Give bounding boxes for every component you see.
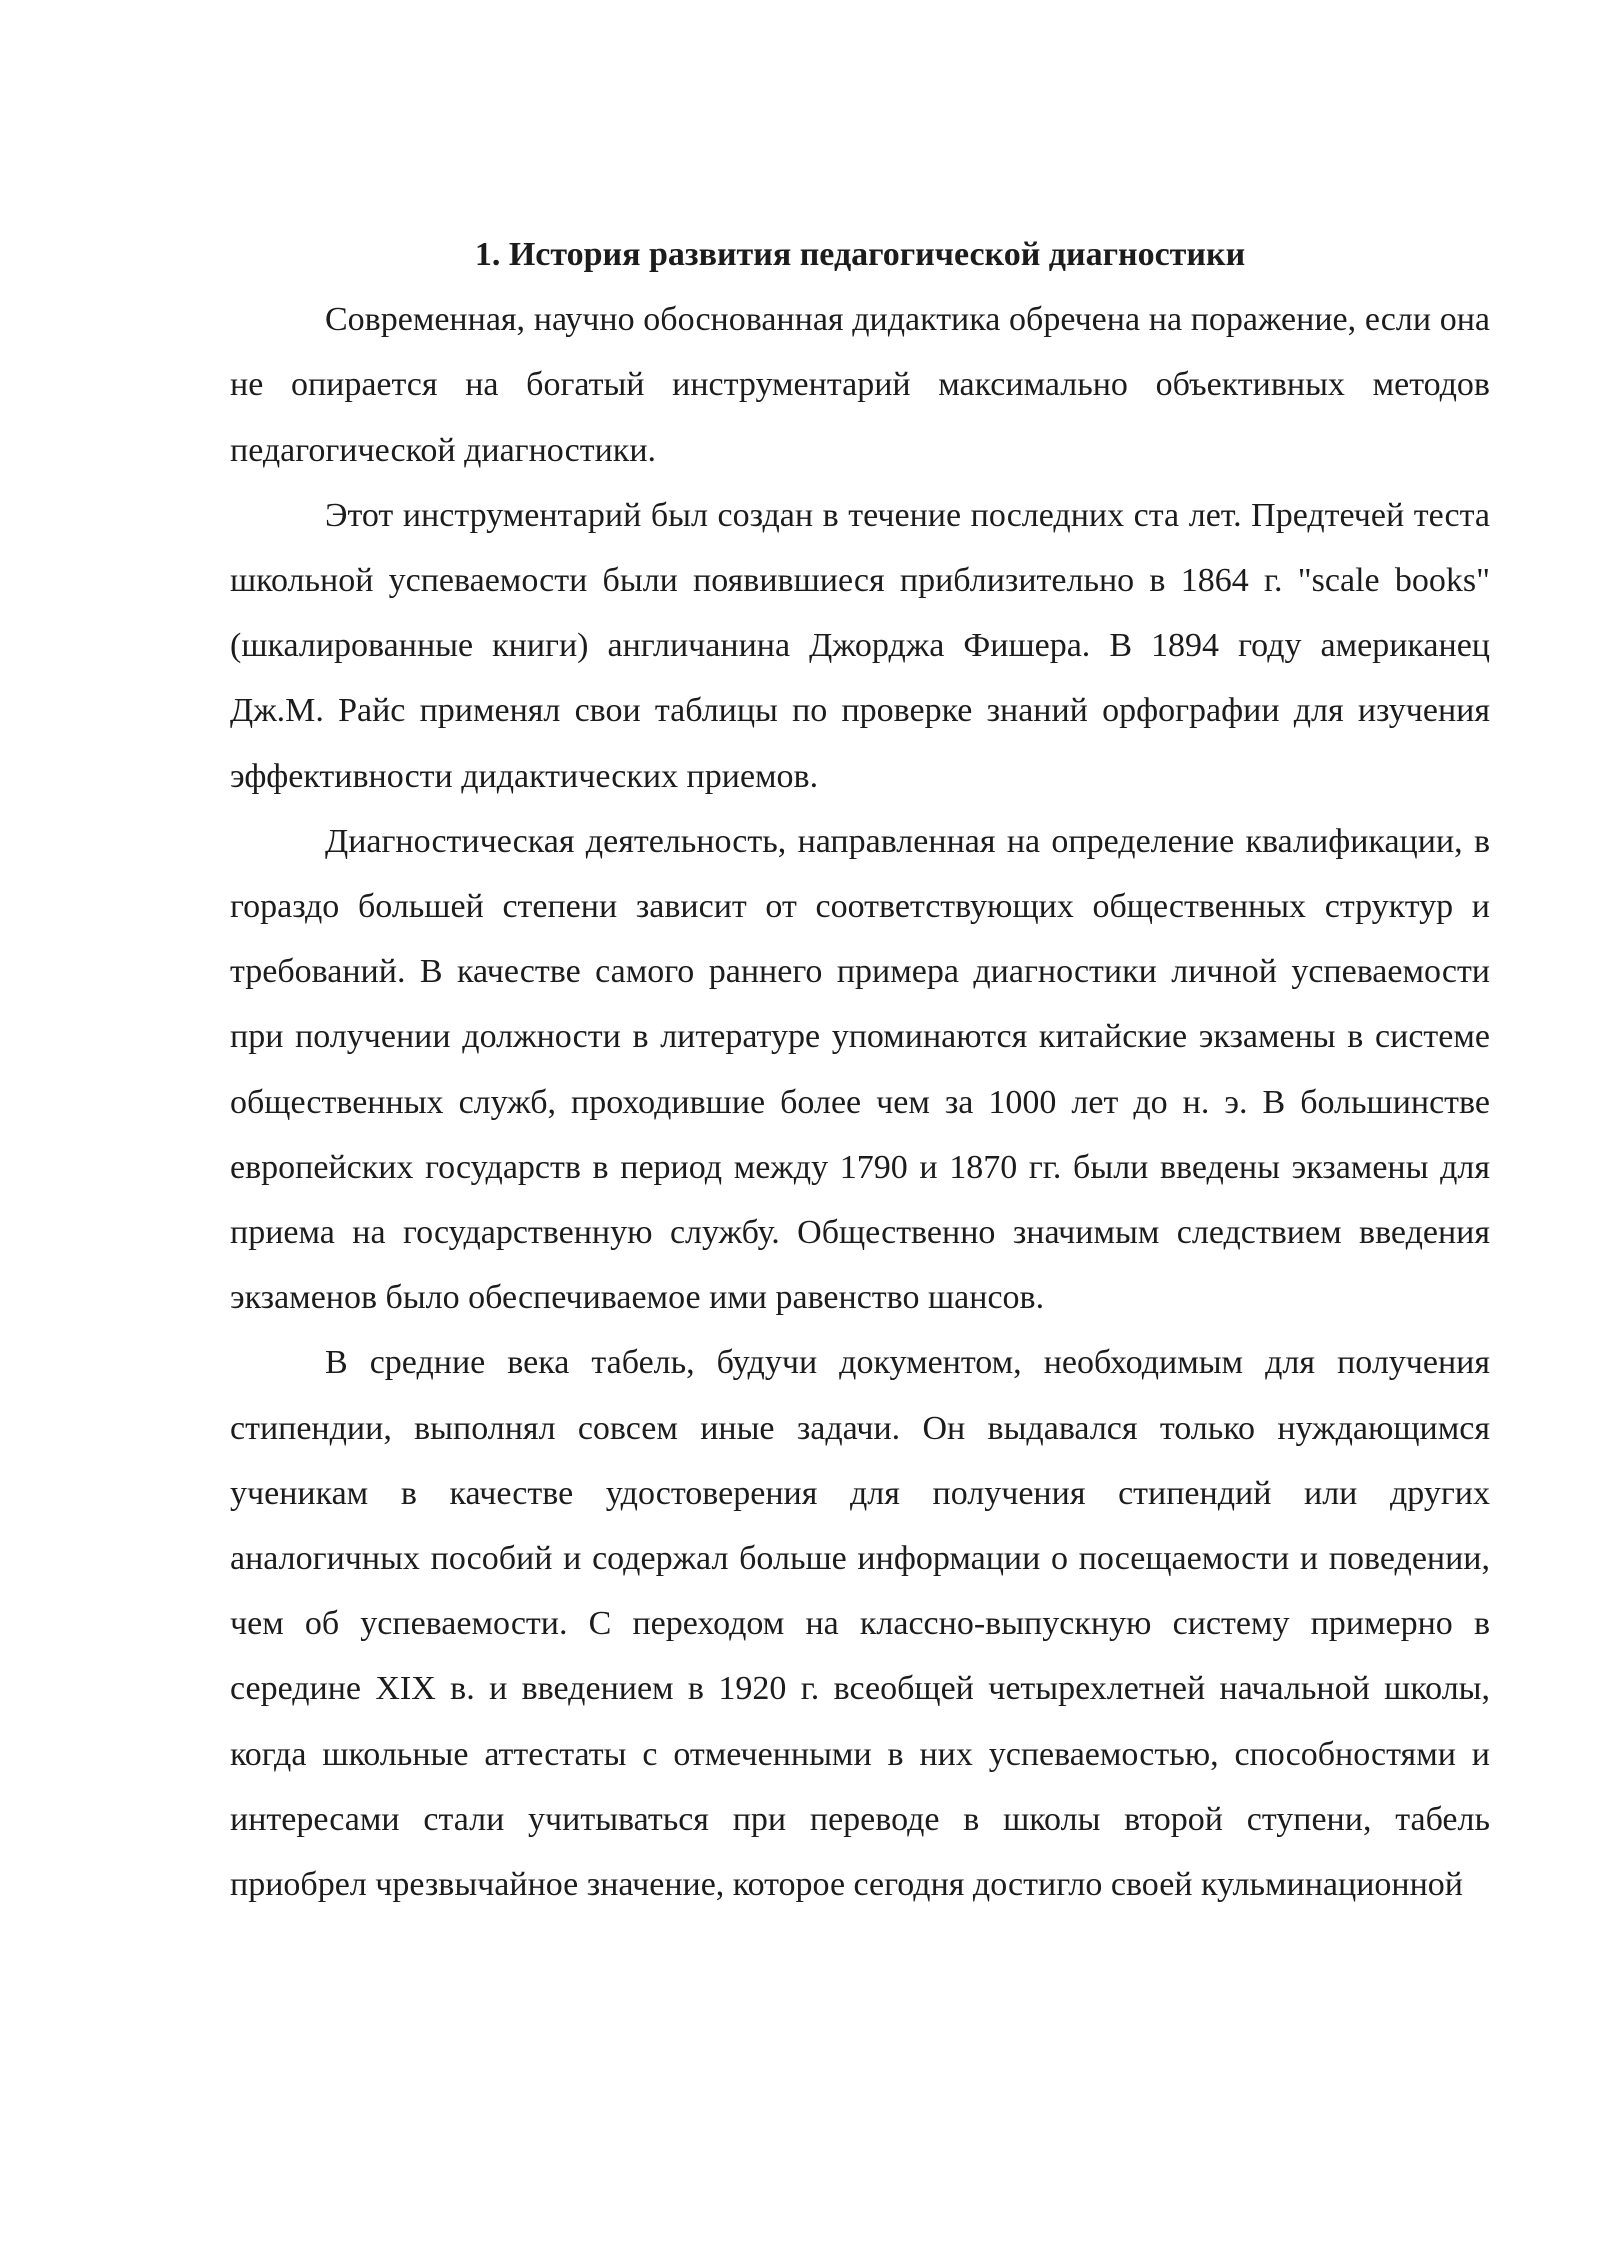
paragraph-2: Этот инструментарий был создан в течение последних ста лет. Предтечей теста школьной успеваемости были появившиеся приблизительно в 1864 г. "scale books" (шкалированные книги) англичанина Джорджа Фишера. В 1894 году американец Дж.М. Райс применял свои таблицы по проверке знаний орфографии для изучения эффективности дидактических приемов.: [230, 496, 1490, 795]
paragraph-4: В средние века табель, будучи документом, необходимым для получения стипендии, выполнял совсем иные задачи. Он выдавался только нуждающимся ученикам в качестве удостоверения для получения стипендий или других аналогичных пособий и содержал больше информации о посещаемости и поведении, чем об успеваемости. С переходом на классно-выпускную систему примерно в середине XIX в. и введением в 1920 г. всеобщей четырехлетней начальной школы, когда школьные аттестаты с отмеченными в них успеваемостью, способностями и интересами стали учитываться при переводе в школы второй ступени, табель приобрел чрезвычайное значение, которое сегодня достигло своей кульминационной: [230, 1344, 1490, 1904]
paragraph-3: Диагностическая деятельность, направленная на определение квалификации, в гораздо большей степени зависит от соответствующих общественных структур и требований. В качестве самого раннего примера диагностики личной успеваемости при получении должности в литературе упоминаются китайские экзамены в системе общественных служб, проходившие более чем за 1000 лет до н. э. В большинстве европейских государств в период между 1790 и 1870 гг. были введены экзамены для приема на государственную службу. Общественно значимым следствием введения экзаменов было обеспечиваемое ими равенство шансов.: [230, 822, 1490, 1317]
document-body: [230, 222, 1490, 1917]
paragraph-1: Современная, научно обоснованная дидактика обречена на поражение, если она не опирается на богатый инструментарий максимально объективных методов педагогической диагностики.: [230, 301, 1490, 469]
section-heading: 1. История развития педагогической диагностики: [474, 236, 1246, 273]
